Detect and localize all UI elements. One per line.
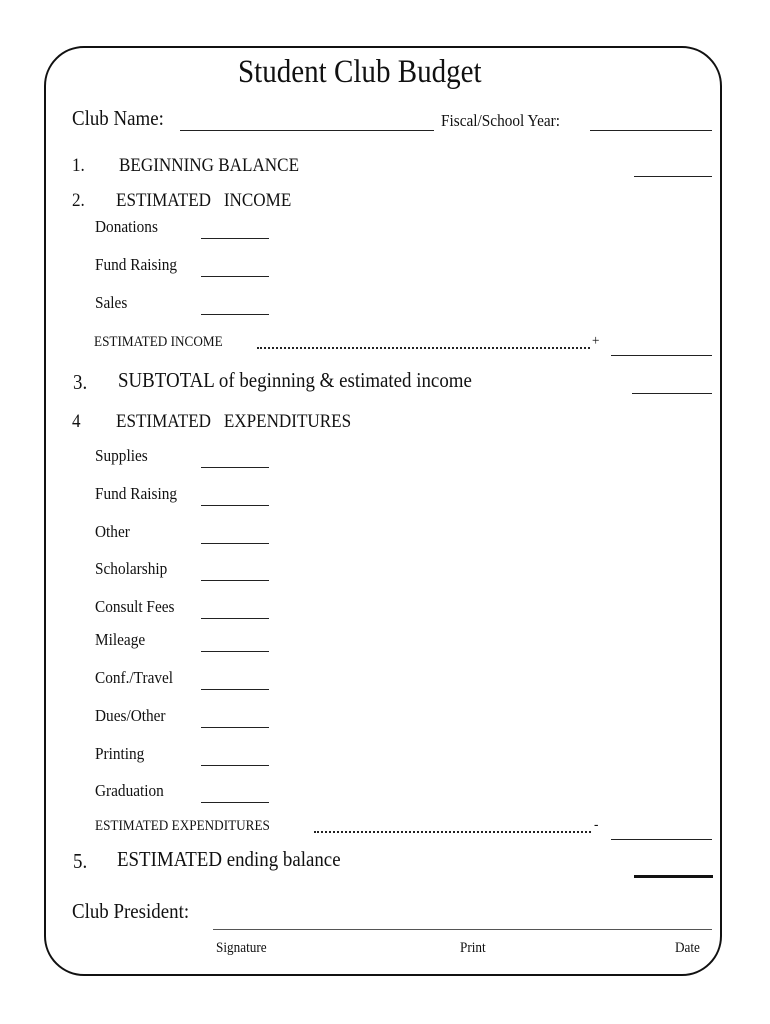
expense-fund-raising-field[interactable]	[201, 505, 269, 506]
conf-travel-field[interactable]	[201, 689, 269, 690]
mileage-field[interactable]	[201, 651, 269, 652]
scholarship-field[interactable]	[201, 580, 269, 581]
section-2-number: 2.	[72, 190, 85, 211]
section-1-number: 1.	[72, 155, 85, 176]
expense-total-label: ESTIMATED EXPENDITURES	[95, 818, 270, 834]
other-field[interactable]	[201, 543, 269, 544]
club-president-label: Club President:	[72, 899, 190, 923]
expense-item-label: Graduation	[95, 781, 164, 800]
subtotal-field[interactable]	[632, 393, 712, 394]
consult-fees-field[interactable]	[201, 618, 269, 619]
subtotal-label: SUBTOTAL of beginning & estimated income	[118, 368, 472, 392]
form-title: Student Club Budget	[238, 54, 482, 90]
expense-item-label: Consult Fees	[95, 597, 175, 616]
expense-total-sign: -	[594, 817, 599, 833]
income-total-leader	[257, 347, 590, 349]
club-name-label: Club Name:	[72, 106, 164, 130]
expense-item-label: Dues/Other	[95, 706, 166, 725]
income-fund-raising-field[interactable]	[201, 276, 269, 277]
section-5-number: 5.	[73, 849, 88, 873]
graduation-field[interactable]	[201, 802, 269, 803]
income-total-field[interactable]	[611, 355, 712, 356]
fiscal-year-label: Fiscal/School Year:	[441, 111, 561, 130]
expense-item-label: Conf./Travel	[95, 668, 174, 687]
ending-balance-field[interactable]	[634, 875, 713, 878]
ending-balance-label: ESTIMATED ending balance	[117, 847, 341, 871]
dues-other-field[interactable]	[201, 727, 269, 728]
supplies-field[interactable]	[201, 467, 269, 468]
income-item-label: Fund Raising	[95, 255, 178, 274]
estimated-expenditures-heading: ESTIMATED EXPENDITURES	[116, 411, 352, 432]
expense-total-field[interactable]	[611, 839, 712, 840]
section-4-number: 4	[72, 411, 81, 432]
expense-item-label: Scholarship	[95, 559, 168, 578]
beginning-balance-field[interactable]	[634, 176, 712, 177]
expense-item-label: Other	[95, 522, 130, 541]
expense-item-label: Mileage	[95, 630, 146, 649]
beginning-balance-label: BEGINNING BALANCE	[119, 155, 300, 176]
expense-item-label: Supplies	[95, 446, 148, 465]
expense-item-label: Fund Raising	[95, 484, 178, 503]
club-name-field[interactable]	[180, 130, 434, 131]
sales-field[interactable]	[201, 314, 269, 315]
expense-item-label: Printing	[95, 744, 145, 763]
printing-field[interactable]	[201, 765, 269, 766]
income-total-sign: +	[592, 333, 600, 349]
expense-total-leader	[314, 831, 591, 833]
date-caption: Date	[675, 940, 700, 956]
club-president-signature-line[interactable]	[213, 929, 712, 930]
estimated-income-heading: ESTIMATED INCOME	[116, 190, 292, 211]
donations-field[interactable]	[201, 238, 269, 239]
signature-caption: Signature	[216, 940, 267, 956]
form-border	[44, 46, 722, 976]
fiscal-year-field[interactable]	[590, 130, 712, 131]
income-item-label: Donations	[95, 217, 158, 236]
income-total-label: ESTIMATED INCOME	[94, 334, 223, 350]
income-item-label: Sales	[95, 293, 128, 312]
section-3-number: 3.	[73, 370, 88, 394]
print-caption: Print	[460, 940, 486, 956]
